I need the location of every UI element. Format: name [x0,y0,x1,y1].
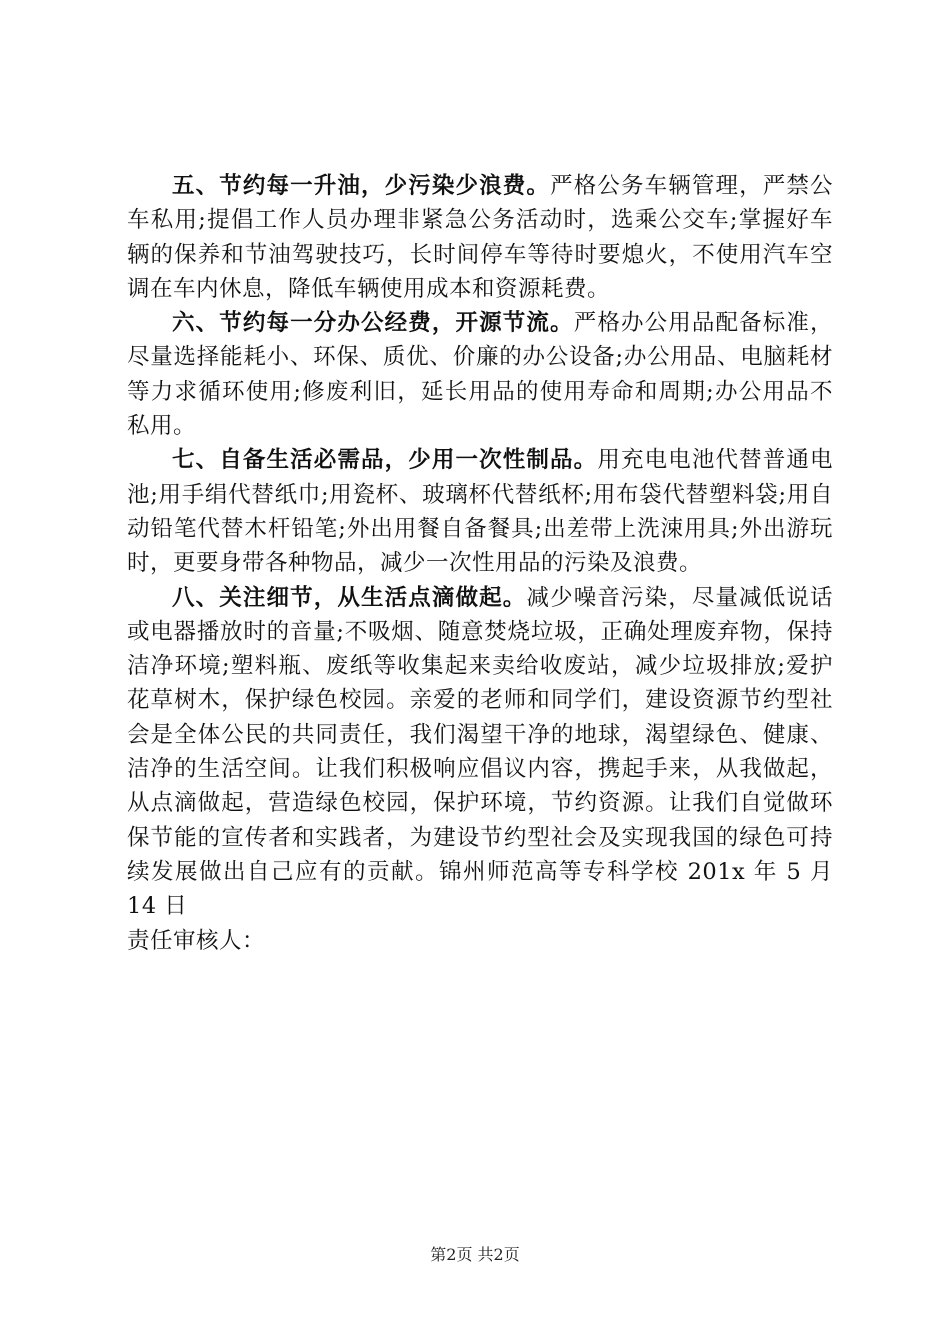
paragraph-heading: 八、关注细节，从生活点滴做起。 [172,584,527,611]
paragraph-heading: 七、自备生活必需品，少用一次性制品。 [172,447,598,474]
paragraph-heading: 六、节约每一分办公经费，开源节流。 [172,310,574,337]
paragraph-five [127,169,833,306]
paragraph-text: 严格公务车辆管理，严禁公车私用;提倡工作人员办理非紧急公务活动时，选乘公交车;掌握好车辆的保养和节油驾驶技巧，长时间停车等待时要熄火，不使用汽车空调在车内休息，降低车辆使用成本和资源耗费。 [127,173,833,302]
paragraph-eight [127,581,833,924]
paragraph-text: 严格办公用品配备标准，尽量选择能耗小、环保、质优、价廉的办公设备;办公用品、电脑耗材等力求循环使用;修废利旧，延长用品的使用寿命和周期;办公用品不私用。 [127,310,833,440]
paragraph-six [127,306,833,443]
paragraph-seven [127,443,833,580]
paragraph-text: 用充电电池代替普通电池;用手绢代替纸巾;用瓷杯、玻璃杯代替纸杯;用布袋代替塑料袋;用自动铅笔代替木杆铅笔;外出用餐自备餐具;出差带上洗涑用具;外出游玩时，更要身带各种物品，减少一次性用品的污染及浪费。 [127,447,833,577]
document-body [127,169,833,958]
paragraph-text: 减少噪音污染，尽量减低说话或电器播放时的音量;不吸烟、随意焚烧垃圾，正确处理废弃物，保持洁净环境;塑料瓶、废纸等收集起来卖给收废站，减少垃圾排放;爱护花草树木，保护绿色校园。亲爱的老师和同学们，建设资源节约型社会是全体公民的共同责任，我们渴望干净的地球，渴望绿色、健康、洁净的生活空间。让我们积极响应倡议内容，携起手来，从我做起，从点滴做起，营造绿色校园，保护环境，节约资源。让我们自觉做环保节能的宣传者和实践者，为建设节约型社会及实现我国的绿色可持续发展做出自己应有的贡献。锦州师范高等专科学校 201x 年 5 月 14 日 [127,584,833,920]
paragraph-heading: 五、节约每一升油，少污染少浪费。 [172,173,551,199]
signoff-line: 责任审核人： [127,927,266,954]
page-number-footer: 第2页 共2页 [430,1245,520,1264]
